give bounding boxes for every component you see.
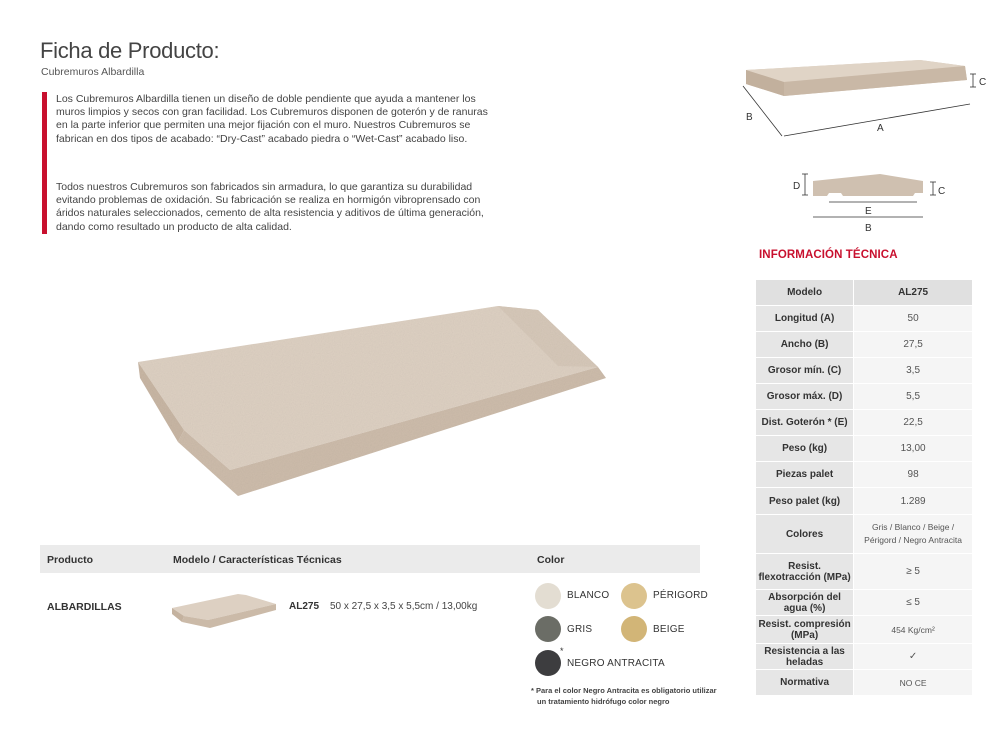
spec-value: 5,5 (854, 384, 973, 410)
technical-spec-table (755, 279, 973, 696)
spec-value: 3,5 (854, 358, 973, 384)
page-subtitle: Cubremuros Albardilla (41, 66, 145, 78)
spec-key: Normativa (756, 670, 854, 696)
spec-row (756, 332, 973, 358)
color-note-line-1: * Para el color Negro Antracita es obligatorio utilizar (531, 686, 717, 695)
spec-value: Gris / Blanco / Beige / Périgord / Negro Antracita (854, 515, 973, 554)
description-paragraph-2: Todos nuestros Cubremuros son fabricados sin armadura, lo que garantiza su durabilidad evitando problemas de oxidación. Su fabricación se realiza en hormigón vibroprensado con áridos naturales seleccionados, cemento de alta resistencia y aditivos de última generación, dando como resultado un producto de alta calidad. (56, 181, 484, 233)
technical-info-title: INFORMACIÓN TÉCNICA (759, 249, 898, 261)
product-thumbnail (168, 590, 280, 630)
column-header-color: Color (537, 554, 565, 566)
accent-bar (42, 92, 47, 234)
swatch-negro-antracita (535, 650, 561, 676)
color-label-blanco: BLANCO (567, 590, 610, 601)
spec-value: NO CE (854, 670, 973, 696)
spec-row (756, 488, 973, 515)
spec-key: Colores (756, 515, 854, 554)
profile-label-e: E (865, 206, 872, 217)
spec-key: Grosor máx. (D) (756, 384, 854, 410)
spec-value: ≥ 5 (854, 554, 973, 590)
spec-key: Modelo (756, 280, 854, 306)
spec-row (756, 515, 973, 554)
spec-row (756, 554, 973, 590)
spec-value: 13,00 (854, 436, 973, 462)
spec-key: Piezas palet (756, 462, 854, 488)
spec-value: ≤ 5 (854, 590, 973, 616)
swatch-beige (621, 616, 647, 642)
spec-row (756, 616, 973, 644)
profile-label-b: B (865, 223, 872, 234)
spec-key: Resist. compresión (MPa) (756, 616, 854, 644)
product-table-header (40, 545, 700, 573)
profile-label-c: C (938, 186, 946, 197)
spec-value: 22,5 (854, 410, 973, 436)
product-image (128, 270, 628, 500)
spec-row (756, 436, 973, 462)
color-note (531, 685, 751, 707)
spec-key: Ancho (B) (756, 332, 854, 358)
page-title: Ficha de Producto: (40, 38, 220, 63)
color-label-beige: BEIGE (653, 624, 685, 635)
spec-value: 27,5 (854, 332, 973, 358)
color-note-line-2: un tratamiento hidrófugo color negro (537, 697, 670, 706)
dimension-diagram-3d (740, 58, 995, 138)
swatch-perigord (621, 583, 647, 609)
asterisk-mark: * (560, 646, 564, 656)
column-header-model: Modelo / Características Técnicas (173, 554, 342, 566)
spec-row (756, 410, 973, 436)
dim-label-c: C (979, 77, 987, 88)
color-label-negro-antracita: NEGRO ANTRACITA (567, 658, 665, 669)
spec-value: 1.289 (854, 488, 973, 515)
spec-row (756, 590, 973, 616)
spec-value: 454 Kg/cm² (854, 616, 973, 644)
color-label-perigord: PÉRIGORD (653, 590, 708, 601)
spec-row (756, 384, 973, 410)
spec-key: Peso palet (kg) (756, 488, 854, 515)
dim-label-a: A (877, 123, 884, 134)
product-spec: 50 x 27,5 x 3,5 x 5,5cm / 13,00kg (330, 601, 478, 612)
spec-row (756, 306, 973, 332)
spec-row (756, 462, 973, 488)
spec-key: Peso (kg) (756, 436, 854, 462)
dim-label-b: B (746, 112, 753, 123)
profile-label-d: D (793, 181, 801, 192)
spec-key: Resistencia a las heladas (756, 644, 854, 670)
spec-row (756, 280, 973, 306)
product-model: AL275 (289, 601, 320, 612)
spec-key: Resist. flexotracción (MPa) (756, 554, 854, 590)
description-paragraph-1: Los Cubremuros Albardilla tienen un diseño de doble pendiente que ayuda a mantener los muros limpios y secos con gran facilidad. Los Cubremuros disponen de goterón y de ranuras en la parte inferior que permiten una mejor fijación con el muro. Nuestros Cubremuros se fabrican en dos tipos de acabado: “Dry-Cast” acabado piedra o “Wet-Cast” acabado liso. (56, 93, 488, 145)
check-icon: ✓ (854, 644, 973, 670)
color-label-gris: GRIS (567, 624, 593, 635)
spec-row (756, 644, 973, 670)
spec-key: Dist. Goterón * (E) (756, 410, 854, 436)
column-header-product: Producto (47, 554, 94, 566)
spec-value: 98 (854, 462, 973, 488)
spec-value: 50 (854, 306, 973, 332)
spec-row (756, 670, 973, 696)
spec-row (756, 358, 973, 384)
spec-key: Absorpción del agua (%) (756, 590, 854, 616)
spec-key: Grosor mín. (C) (756, 358, 854, 384)
profile-diagram (785, 165, 955, 240)
swatch-gris (535, 616, 561, 642)
swatch-blanco (535, 583, 561, 609)
product-name: ALBARDILLAS (47, 601, 122, 613)
spec-key: Longitud (A) (756, 306, 854, 332)
spec-value: AL275 (854, 280, 973, 306)
